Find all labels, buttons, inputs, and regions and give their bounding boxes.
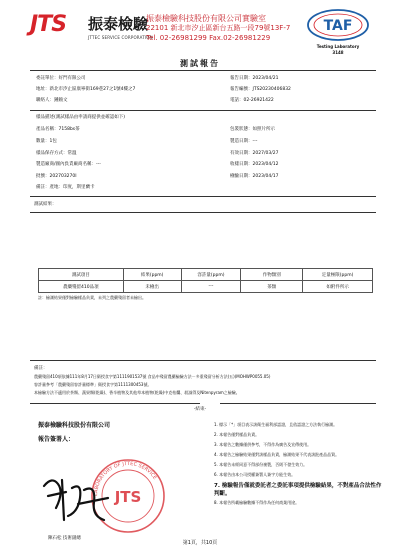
sample-test-date: 檢驗日期：2023/04/17 [230, 174, 279, 179]
report-number: 報告編號：JTS20230406832 [230, 87, 291, 92]
client-address: 地址：新北市汐止區康寧街169巷27之1號4樓之7 [36, 87, 136, 92]
table-cell: 如附件所示 [303, 281, 373, 293]
table-cell: --- [181, 281, 241, 293]
notice-item: 8. 本報告所載檢驗數據不得作為任何商業用途。 [214, 500, 300, 505]
sample-intro: 樣品描述(測試樣品由申請商提供並確認如下) [36, 115, 126, 120]
col-header: 結果(ppm) [123, 269, 181, 281]
svg-text:TAF: TAF [323, 18, 353, 34]
end-mark: -結束- [193, 407, 207, 412]
svg-text:LABORATORY OF JTTEC SERVICE: LABORATORY OF JTTEC SERVICE [92, 460, 158, 497]
page-number: 第1頁，共10頁 [182, 540, 218, 546]
col-header: 作物類別 [241, 269, 303, 281]
sample-expiry: 有效日期：2027/03/27 [230, 151, 279, 156]
sample-name: 產品名稱：7158bs茶 [36, 127, 80, 132]
notice-item: 5. 本報告未經同意不得部份複製，否則不發生效力。 [214, 462, 308, 467]
taf-logo-icon [306, 8, 370, 42]
signer-name: 陳石松 技術副總 [48, 536, 81, 541]
company-name: 振泰檢驗科技股份有限公司實驗室 [146, 14, 266, 23]
lab-name: 振泰檢驗科技股份有限公司 [38, 422, 111, 429]
title-rule [30, 70, 376, 71]
report-title: 測試報告 [180, 59, 220, 68]
table-row [39, 281, 373, 293]
col-header: 容許量(ppm) [181, 269, 241, 281]
taf-label: Testing Laboratory [316, 44, 360, 49]
remarks-line-1: 農藥殘留410項依據111年8月17日衛授食字第1111901537號 食品中殘留農藥檢驗方法－多重殘留分析方法(五)(MOHWP0055.05) [34, 374, 271, 379]
signature-icon [38, 468, 114, 532]
sample-origin: 備註：產地：印度，斯里蘭卡 [36, 185, 95, 190]
remarks-line-2: 容許量參考「農藥殘留容許量標準」衛授食字第1111300453號。 [34, 382, 152, 387]
company-address: 22101 新北市汐止區新台五路一段79號13F-7 [146, 24, 291, 32]
sample-manufacturer: 製造廠商/國內負責廠商名稱：--- [36, 162, 101, 167]
logo-chinese: 振泰檢驗 [88, 15, 149, 33]
sample-maker-date: 製造日期：--- [230, 139, 258, 144]
client-name: 委託單位：好門有限公司 [36, 76, 86, 81]
sample-storage: 樣品保存方式：常溫 [36, 151, 77, 156]
results-label: 測試結果： [34, 202, 57, 207]
taf-number: 3148 [332, 50, 344, 55]
end-rule-right [220, 403, 376, 404]
client-rule [30, 110, 376, 111]
remarks-rule [30, 360, 376, 361]
sample-lot: 批號：202703270I [36, 174, 77, 179]
table-cell: 茶類 [241, 281, 303, 293]
results-table [38, 268, 373, 293]
contact-phone: 電話：02-26921422 [230, 98, 274, 103]
notice-item: 6. 本報告由本公司授權簽署人簽字方能生效。 [214, 472, 296, 477]
sample-rule [30, 196, 376, 197]
svg-text:JTS: JTS [114, 488, 142, 506]
company-contact: Tel. 02-26981299 Fax.02-26981229 [146, 34, 271, 42]
table-cell: 未檢出 [123, 281, 181, 293]
col-header: 測試項目 [39, 269, 124, 281]
notice-item-important: 7. 檢驗報告僅就委託者之委託事項提供檢驗結果，不對產品合法性作判斷。 [214, 483, 382, 497]
notice-item: 3. 本報告之數據僅供參考，不得作為廣告及宣傳使用。 [214, 442, 312, 447]
report-date: 報告日期：2023/04/21 [230, 76, 279, 81]
notice-item: 4. 本報告之檢驗結果僅對該樣品負責，檢測結果不代表該批產品品質。 [214, 452, 340, 457]
notice-item: 1. 標示「*」項目表示該衛生福利部認證，且依認證之方法執行檢測。 [214, 422, 338, 427]
col-header: 定量極限(ppm) [303, 269, 373, 281]
notice-list [214, 420, 386, 508]
end-rule-left [30, 403, 200, 404]
results-note: 註：檢測結果僅對檢驗樣品負責，未列之農藥殘留者未檢出。 [38, 295, 146, 300]
table-header-row [39, 269, 373, 281]
notice-item: 2. 本報告僅對樣品負責。 [214, 432, 260, 437]
logo-english: JTTEC SERVICE CORPORATION [88, 35, 153, 40]
signer-label: 報告簽署人： [38, 436, 75, 443]
sample-quantity: 數量：1包 [36, 139, 57, 144]
logo-mark: JTS [30, 12, 67, 37]
results-rule [30, 212, 376, 213]
remarks-label: 備註： [34, 366, 48, 371]
sample-packaging: 包裝狀態：如照片所示 [230, 127, 275, 132]
sample-receive-date: 收樣日期：2023/04/12 [230, 162, 279, 167]
contact-person: 聯絡人：鍾賴文 [36, 98, 68, 103]
remarks-line-3: 本檢驗方法不適用於茶類、蔬果類(乾燥)、香辛植物及其他草本植物(乾燥)中克枯爛、殺滅得及Nitenpyram之檢驗。 [34, 390, 240, 395]
table-cell: 農藥殘留410品項 [39, 281, 124, 293]
